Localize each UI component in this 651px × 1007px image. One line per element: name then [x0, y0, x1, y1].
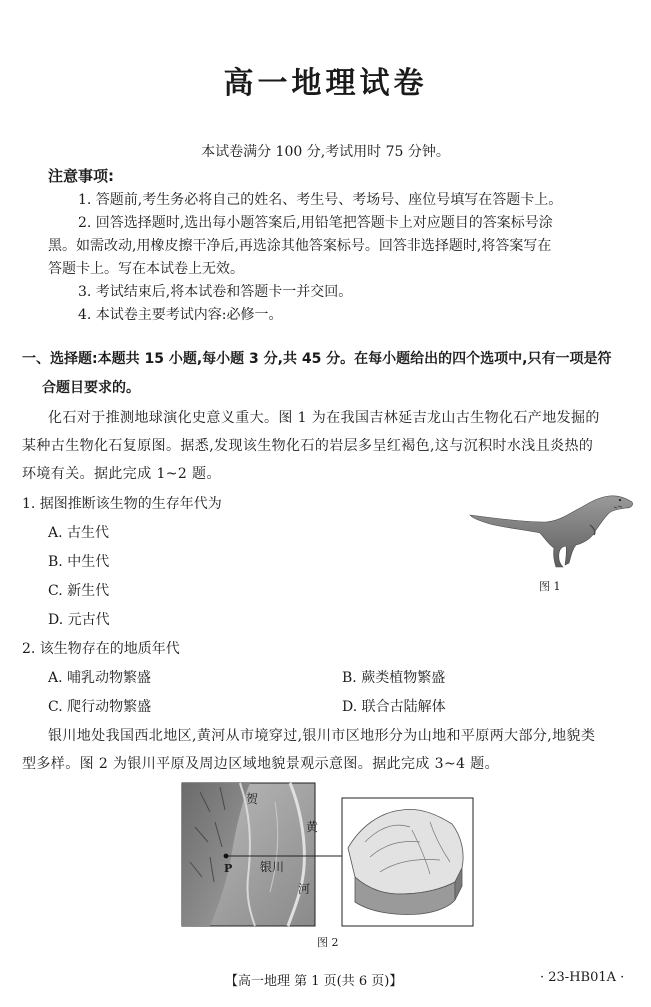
- q2-option-a: A. 哺乳动物繁盛: [48, 670, 152, 686]
- question-2-stem: 2. 该生物存在的地质年代: [22, 641, 180, 657]
- label-he: 河: [298, 882, 311, 896]
- q2-option-c: C. 爬行动物繁盛: [48, 699, 152, 715]
- exam-code: · 23-HB01A ·: [540, 970, 625, 985]
- notice-line-3: 黑。如需改动,用橡皮擦干净后,再选涂其他答案标号。回答非选择题时,将答案写在: [48, 238, 552, 254]
- section-heading-cont: 合题目要求的。: [42, 380, 140, 396]
- notice-line-5: 3. 考试结束后,将本试卷和答题卡一并交回。: [78, 284, 353, 300]
- page-footer: 【高一地理 第 1 页(共 6 页)】: [225, 974, 403, 989]
- dinosaur-illustration: [468, 488, 638, 573]
- question-1-stem: 1. 据图推断该生物的生存年代为: [22, 496, 222, 512]
- q2-option-d: D. 联合古陆解体: [342, 699, 446, 715]
- notice-line-2: 2. 回答选择题时,选出每小题答案后,用铅笔把答题卡上对应题目的答案标号涂: [78, 215, 553, 231]
- passage1-line-2: 某种古生物化石复原图。据悉,发现该生物化石的岩层多呈红褐色,这与沉积时水浅且炎热的: [22, 438, 594, 454]
- page-title: 高一地理试卷: [223, 66, 428, 101]
- notice-heading: 注意事项:: [48, 167, 114, 185]
- label-yinchuan: 银川: [260, 860, 285, 874]
- passage2-line-2: 型多样。图 2 为银川平原及周边区域地貌景观示意图。据此完成 3~4 题。: [22, 756, 500, 772]
- section-heading: 一、选择题:本题共 15 小题,每小题 3 分,共 45 分。在每小题给出的四个选项中,只有一项是符: [22, 351, 612, 367]
- notice-line-4: 答题卡上。写在本试卷上无效。: [48, 261, 244, 277]
- q1-option-b: B. 中生代: [48, 554, 110, 570]
- label-p: P: [224, 862, 233, 875]
- notice-line-1: 1. 答题前,考生务必将自己的姓名、考生号、考场号、座位号填写在答题卡上。: [78, 192, 563, 208]
- passage1-line-1: 化石对于推测地球演化史意义重大。图 1 为在我国吉林延吉龙山古生物化石产地发掘的: [48, 410, 600, 426]
- q1-option-a: A. 古生代: [48, 525, 110, 541]
- label-helan: 贺: [246, 792, 259, 806]
- q2-option-b: B. 蕨类植物繁盛: [342, 670, 446, 686]
- figure-2-caption: 图 2: [317, 936, 339, 949]
- q1-option-c: C. 新生代: [48, 583, 110, 599]
- label-huang: 黄: [306, 820, 319, 834]
- figure-1-caption: 图 1: [539, 580, 561, 593]
- passage1-line-3: 环境有关。据此完成 1~2 题。: [22, 466, 221, 482]
- passage2-line-1: 银川地处我国西北地区,黄河从市境穿过,银川市区地形分为山地和平原两大部分,地貌类: [48, 728, 596, 744]
- exam-meta: 本试卷满分 100 分,考试用时 75 分钟。: [201, 144, 450, 160]
- notice-line-6: 4. 本试卷主要考试内容:必修一。: [78, 307, 283, 323]
- q1-option-d: D. 元古代: [48, 612, 110, 628]
- yinchuan-landscape-figure: [180, 782, 475, 930]
